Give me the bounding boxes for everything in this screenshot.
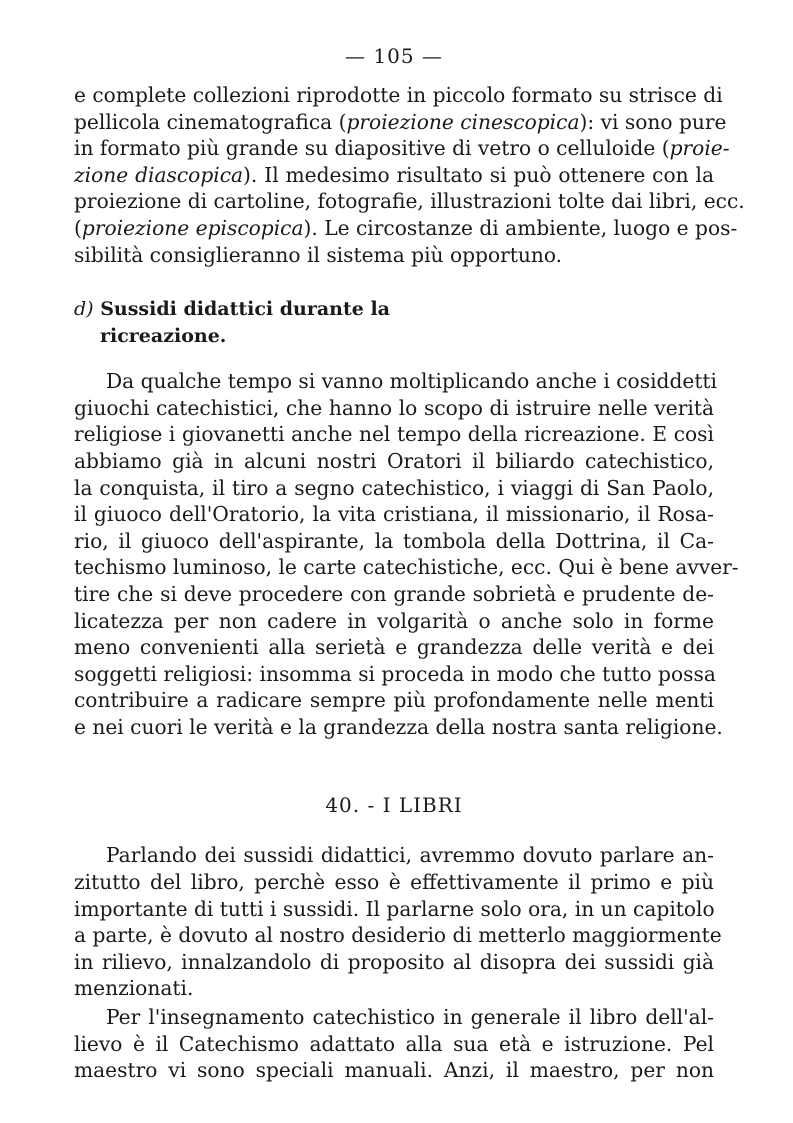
text-line: a parte, è dovuto al nostro desiderio di metterlo maggiormente [74, 923, 722, 948]
text-line: abbiamo già in alcuni nostri Oratori il biliardo catechistico, [74, 448, 714, 473]
italic-term: proie- [669, 136, 730, 161]
section-title-line1: Sussidi didattici durante la [100, 298, 390, 321]
text-line: soggetti religiosi: insomma si proceda in modo che tutto possa [74, 661, 716, 686]
text-line: meno convenienti alla serietà e grandezza delle verità e dei [74, 635, 714, 660]
text-line [74, 135, 730, 162]
text-line [74, 109, 727, 136]
text-line: in rilievo, innalzandolo di proposito al disopra dei sussidi già [74, 949, 714, 974]
text-line: e complete collezioni riprodotte in piccolo formato su strisce di [74, 83, 723, 107]
text-line: la conquista, il tiro a segno catechistico, i viaggi di San Paolo, [74, 475, 714, 500]
text-run: ). Il medesimo risultato si può ottenere con la [243, 162, 714, 187]
text-line: giuochi catechistici, che hanno lo scopo di istruire nelle verità [74, 395, 714, 420]
text-line: importante di tutti i sussidi. Il parlarne solo ora, in un capitolo [74, 896, 715, 921]
text-line: Parlando dei sussidi didattici, avremmo dovuto parlare an- [106, 843, 714, 868]
text-line: zitutto del libro, perchè esso è effettivamente il primo e più [74, 870, 714, 895]
text-line: proiezione di cartoline, fotografie, illustrazioni tolte dai libri, ecc. [74, 189, 745, 214]
text-line: contribuire a radicare sempre più profondamente nelle menti [74, 688, 714, 713]
text-line: e nei cuori le verità e la grandezza della nostra santa religione. [74, 714, 723, 739]
text-run: pellicola cinematografica ( [74, 109, 347, 134]
text-line: Per l'insegnamento catechistico in generale il libro dell'al- [106, 1005, 714, 1030]
section-heading-d [74, 296, 714, 350]
paragraph-games [74, 368, 739, 740]
text-line: lievo è il Catechismo adattato alla sua età e istruzione. Pel [74, 1031, 714, 1056]
text-run: ): vi sono pure [579, 109, 727, 134]
text-line: il giuoco dell'Oratorio, la vita cristiana, il missionario, il Rosa- [74, 502, 714, 527]
italic-term: zione diascopica [74, 162, 244, 187]
section-title-line2: ricreazione. [100, 325, 227, 348]
text-line: tire che si deve procedere con grande sobrietà e prudente de- [74, 581, 714, 606]
italic-term: proiezione episcopica [81, 215, 304, 240]
text-line: maestro vi sono speciali manuali. Anzi, il maestro, per non [74, 1058, 714, 1083]
text-line: sibilità consiglieranno il sistema più opportuno. [74, 242, 563, 267]
paragraph-catechism [74, 1004, 714, 1084]
text-line [74, 162, 714, 189]
book-page [74, 38, 745, 1084]
italic-term: proiezione cinescopica [346, 109, 580, 134]
text-line: techismo luminoso, le carte catechistiche, ecc. Qui è bene avver- [74, 555, 739, 580]
text-line: Da qualche tempo si vanno moltiplicando anche i cosiddetti [106, 369, 717, 394]
text-run: ( [74, 215, 82, 240]
section-label: d) [74, 298, 94, 321]
text-line: religiose i giovanetti anche nel tempo della ricreazione. E così [74, 422, 714, 447]
text-line [74, 215, 738, 242]
text-run: in formato più grande su diapositive di vetro o celluloide ( [74, 136, 670, 161]
text-line: menzionati. [74, 976, 194, 1001]
text-line: licatezza per non cadere in volgarità o anche solo in forme [74, 608, 714, 633]
paragraph-projection [74, 82, 745, 268]
paragraph-books [74, 842, 722, 1002]
text-line: rio, il giuoco dell'aspirante, la tombola della Dottrina, il Ca- [74, 528, 714, 553]
page-number: — 105 — [345, 44, 443, 68]
text-run: ). Le circostanze di ambiente, luogo e pos- [303, 215, 738, 240]
chapter-title: 40. - I LIBRI [325, 793, 463, 818]
